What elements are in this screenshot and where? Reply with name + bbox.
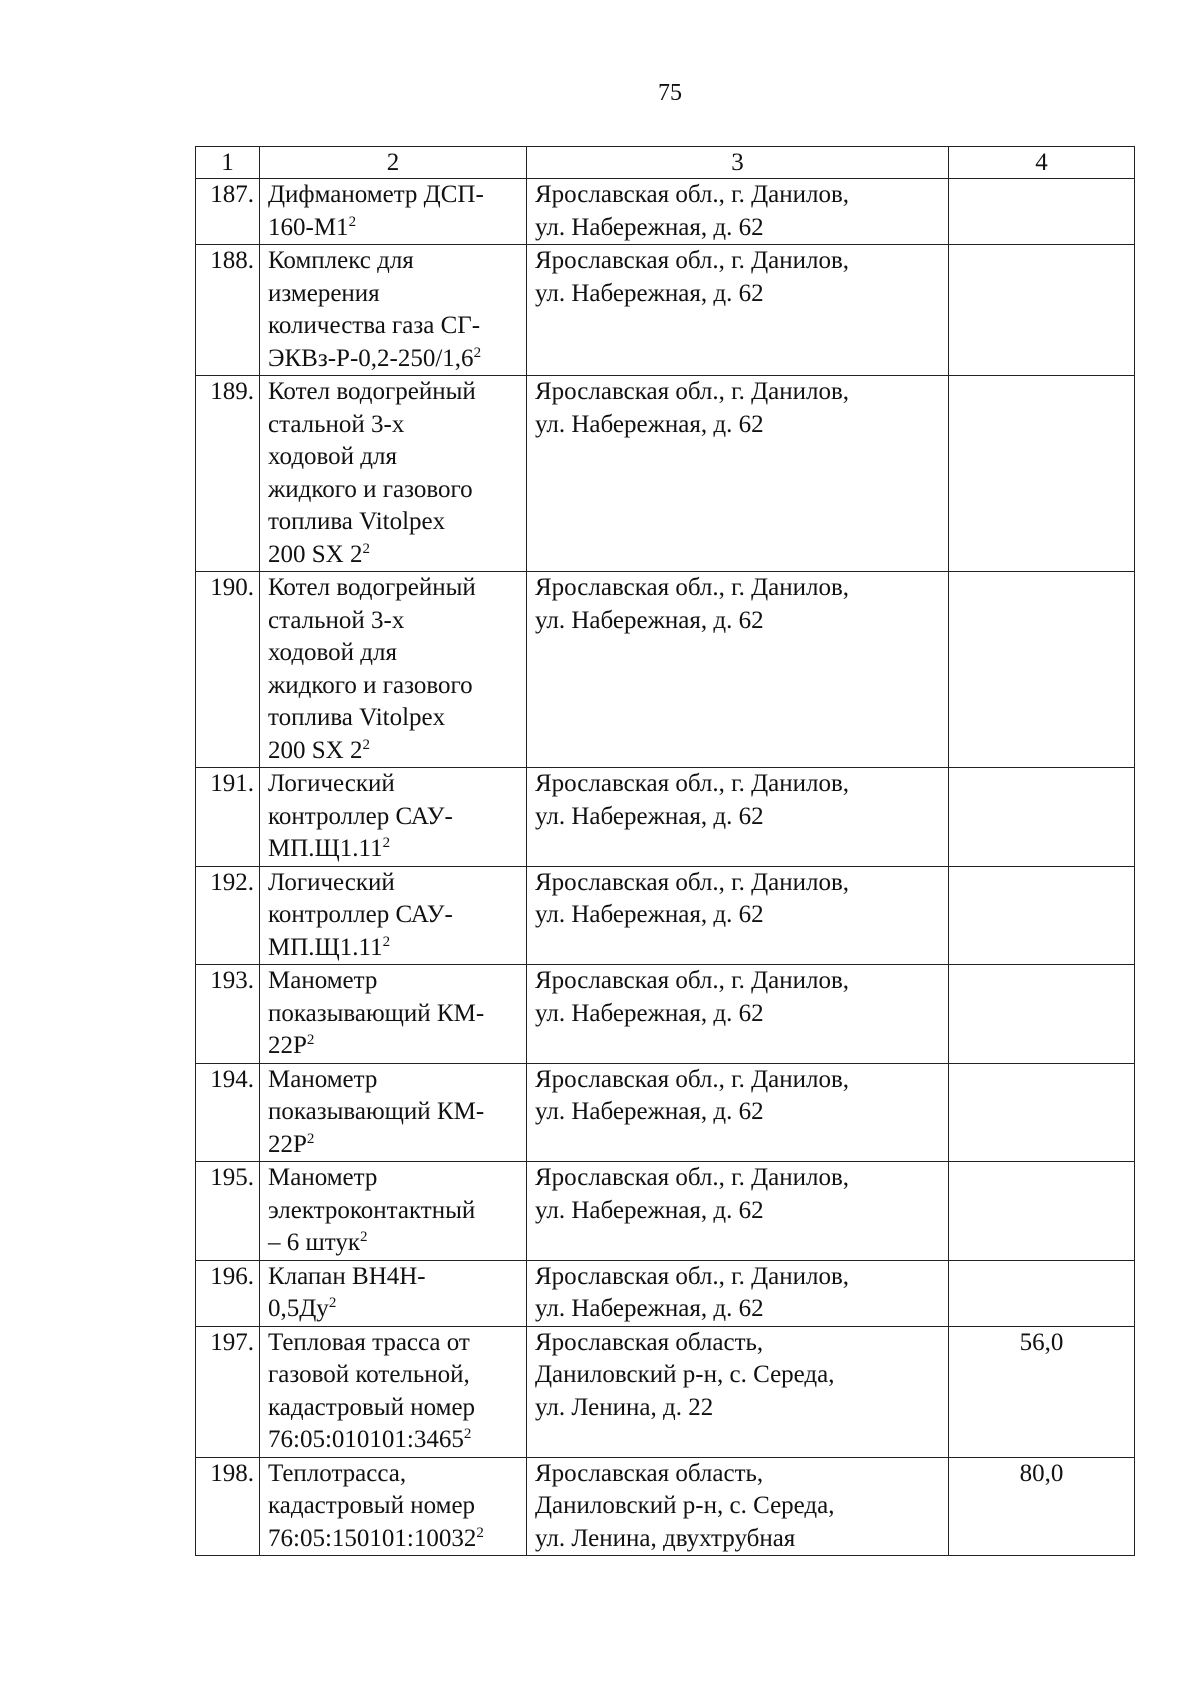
item-address	[527, 179, 949, 245]
item-name-text: контроллер САУ-	[268, 901, 453, 928]
item-name	[260, 1063, 527, 1162]
row-number: 187.	[196, 179, 260, 245]
item-name-line	[268, 1490, 518, 1523]
table-row	[196, 376, 1135, 572]
item-name-line	[268, 1227, 518, 1260]
item-name-text: Манометр	[268, 1065, 378, 1093]
item-name-text: 76:05:150101:10032	[268, 1524, 477, 1552]
item-name-text: показывающий КМ-	[268, 999, 485, 1027]
item-name-line	[268, 637, 518, 670]
item-name-text: 76:05:010101:3465	[268, 1426, 464, 1453]
table-row	[196, 768, 1135, 867]
row-number: 195.	[196, 1162, 260, 1261]
footnote-marker: 2	[306, 1130, 315, 1147]
row-number: 197.	[196, 1326, 260, 1457]
item-name-text: 160-М1	[268, 213, 349, 241]
item-name-line	[268, 1392, 518, 1425]
item-name-text: 22Р	[268, 1032, 307, 1059]
item-name-text: Тепловая трасса от	[268, 1328, 470, 1356]
item-name-text: – 6 штук	[268, 1229, 360, 1256]
item-value	[949, 245, 1135, 376]
item-name-line	[268, 605, 518, 638]
item-name-line	[268, 1327, 518, 1360]
item-name-text: Логический	[268, 868, 395, 896]
property-table	[195, 146, 1135, 1556]
item-address	[527, 965, 949, 1064]
item-address-line: ул. Набережная, д. 62	[535, 1098, 764, 1125]
page-number: 75	[658, 80, 682, 106]
item-name-text: стальной 3-х	[268, 410, 405, 438]
footnote-marker: 2	[463, 1426, 472, 1442]
item-address	[527, 1457, 949, 1556]
footnote-marker: 2	[382, 933, 391, 950]
item-value	[949, 965, 1135, 1064]
item-name-text: МП.Щ1.11	[268, 933, 383, 961]
item-address-line: ул. Набережная, д. 62	[535, 606, 764, 634]
item-value	[949, 179, 1135, 245]
item-name-line	[268, 670, 518, 703]
item-address-line: ул. Набережная, д. 62	[535, 802, 764, 830]
item-name-text: Логический	[268, 770, 395, 797]
item-name	[260, 965, 527, 1064]
footnote-marker: 2	[328, 1295, 337, 1311]
item-name-line	[268, 310, 518, 343]
item-address-line: Ярославская область,	[535, 1328, 764, 1356]
item-name-text: электроконтактный	[268, 1196, 476, 1224]
item-value: 56,0	[949, 1326, 1135, 1457]
item-name-line	[268, 1359, 518, 1392]
table-row	[196, 1326, 1135, 1457]
column-header: 3	[527, 147, 949, 179]
item-name-line	[268, 801, 518, 834]
table-row	[196, 1260, 1135, 1326]
item-name-line	[268, 572, 518, 605]
footnote-marker: 2	[476, 1524, 484, 1541]
table-row	[196, 179, 1135, 245]
item-address-line: Ярославская обл., г. Данилов,	[535, 1262, 850, 1290]
row-number: 188.	[196, 245, 260, 376]
row-number: 194.	[196, 1063, 260, 1162]
item-address	[527, 245, 949, 376]
item-name-text: Манометр	[268, 967, 378, 994]
item-name-line	[268, 1195, 518, 1228]
item-value: 80,0	[949, 1457, 1135, 1556]
table-row	[196, 245, 1135, 376]
item-value	[949, 572, 1135, 768]
item-name-line	[268, 932, 518, 965]
item-name-line	[268, 998, 518, 1031]
item-name-text: ЭКВз-Р-0,2-250/1,6	[268, 344, 474, 372]
table-body	[196, 179, 1135, 1556]
item-name	[260, 1457, 527, 1556]
item-name-line	[268, 409, 518, 442]
row-number: 192.	[196, 866, 260, 965]
item-name-line	[268, 474, 518, 507]
item-name-text: жидкого и газового	[268, 475, 473, 503]
item-name-text: Манометр	[268, 1164, 378, 1191]
item-address-line: Ярославская область,	[535, 1459, 764, 1487]
item-name-line	[268, 1424, 518, 1457]
item-address	[527, 376, 949, 572]
item-name-line	[268, 1030, 518, 1063]
item-name-text: 200 SX 2	[268, 736, 363, 764]
item-name-text: ходовой для	[268, 639, 398, 666]
item-address-line: ул. Набережная, д. 62	[535, 279, 764, 307]
item-name-text: МП.Щ1.11	[268, 835, 383, 862]
item-address-line: Ярославская обл., г. Данилов,	[535, 868, 850, 896]
item-name-text: кадастровый номер	[268, 1492, 476, 1519]
item-address	[527, 1326, 949, 1457]
item-name-text: ходовой для	[268, 443, 398, 470]
item-name-line	[268, 1293, 518, 1326]
item-address	[527, 1260, 949, 1326]
row-number: 190.	[196, 572, 260, 768]
item-value	[949, 1063, 1135, 1162]
item-name-line	[268, 867, 518, 900]
item-address-line: ул. Ленина, двухтрубная	[535, 1524, 796, 1552]
table-row	[196, 1063, 1135, 1162]
item-name-text: кадастровый номер	[268, 1393, 476, 1421]
item-name-text: Котел водогрейный	[268, 378, 476, 405]
item-address-line: ул. Набережная, д. 62	[535, 213, 764, 241]
item-name-text: жидкого и газового	[268, 671, 473, 699]
item-name-line	[268, 278, 518, 311]
item-name	[260, 1326, 527, 1457]
item-address-line: Ярославская обл., г. Данилов,	[535, 181, 850, 208]
item-name-text: газовой котельной,	[268, 1361, 470, 1388]
item-name-line	[268, 179, 518, 212]
item-name	[260, 376, 527, 572]
item-name-line	[268, 245, 518, 278]
item-address-line: ул. Набережная, д. 62	[535, 1295, 764, 1322]
item-address-line: Ярославская обл., г. Данилов,	[535, 967, 850, 994]
footnote-marker: 2	[348, 213, 357, 230]
item-name-text: Комплекс для	[268, 247, 414, 274]
item-address	[527, 572, 949, 768]
item-name-line	[268, 1523, 518, 1556]
item-name-line	[268, 702, 518, 735]
item-address-line: Ярославская обл., г. Данилов,	[535, 1065, 850, 1093]
item-name-text: показывающий КМ-	[268, 1098, 485, 1125]
item-address-line: Даниловский р-н, с. Середа,	[535, 1492, 835, 1519]
item-name	[260, 768, 527, 867]
item-name	[260, 245, 527, 376]
item-address	[527, 866, 949, 965]
row-number: 198.	[196, 1457, 260, 1556]
item-name-line	[268, 1162, 518, 1195]
item-name-line	[268, 768, 518, 801]
footnote-marker: 2	[306, 1032, 315, 1048]
item-name-line	[268, 506, 518, 539]
table-header-row	[196, 147, 1135, 179]
item-address-line: ул. Набережная, д. 62	[535, 1196, 764, 1224]
footnote-marker: 2	[382, 835, 391, 851]
item-address-line: ул. Набережная, д. 62	[535, 999, 764, 1027]
column-header: 4	[949, 147, 1135, 179]
item-address-line: Ярославская обл., г. Данилов,	[535, 1164, 850, 1191]
column-header: 2	[260, 147, 527, 179]
item-name-line	[268, 899, 518, 932]
table-row	[196, 572, 1135, 768]
footnote-marker: 2	[360, 1229, 368, 1245]
item-name-text: измерения	[268, 279, 380, 307]
row-number: 196.	[196, 1260, 260, 1326]
item-address-line: Даниловский р-н, с. Середа,	[535, 1361, 835, 1388]
footnote-marker: 2	[362, 540, 370, 557]
row-number: 191.	[196, 768, 260, 867]
item-name-text: Теплотрасса,	[268, 1459, 407, 1487]
item-value	[949, 376, 1135, 572]
item-name-text: контроллер САУ-	[268, 802, 453, 830]
item-address	[527, 1063, 949, 1162]
item-name-text: 22Р	[268, 1130, 307, 1158]
item-name-line	[268, 1261, 518, 1294]
item-address-line: Ярославская обл., г. Данилов,	[535, 247, 850, 274]
item-name-text: Дифманометр ДСП-	[268, 181, 484, 208]
item-name	[260, 1260, 527, 1326]
item-address-line: ул. Набережная, д. 62	[535, 901, 764, 928]
item-address	[527, 768, 949, 867]
item-address-line: Ярославская обл., г. Данилов,	[535, 378, 850, 405]
item-name-line	[268, 1458, 518, 1491]
item-name-text: Клапан ВН4Н-	[268, 1262, 426, 1290]
footnote-marker: 2	[362, 736, 370, 753]
item-name-line	[268, 965, 518, 998]
column-header: 1	[196, 147, 260, 179]
item-name-line	[268, 376, 518, 409]
item-name-text: 0,5Ду	[268, 1295, 329, 1322]
item-name-text: стальной 3-х	[268, 606, 405, 634]
item-address	[527, 1162, 949, 1261]
item-value	[949, 1260, 1135, 1326]
table-row	[196, 1457, 1135, 1556]
item-value	[949, 768, 1135, 867]
item-name-text: топлива Vitolpex	[268, 508, 446, 535]
item-address-line: ул. Ленина, д. 22	[535, 1393, 714, 1421]
item-name-line	[268, 343, 518, 376]
item-name	[260, 1162, 527, 1261]
table-row	[196, 965, 1135, 1064]
item-name-line	[268, 1096, 518, 1129]
table-row	[196, 1162, 1135, 1261]
item-name	[260, 572, 527, 768]
item-name-text: Котел водогрейный	[268, 574, 476, 601]
item-name-line	[268, 1129, 518, 1162]
item-name-text: топлива Vitolpex	[268, 704, 446, 731]
item-name-line	[268, 735, 518, 768]
footnote-marker: 2	[473, 344, 482, 361]
item-name-text: количества газа СГ-	[268, 312, 481, 339]
item-address-line: ул. Набережная, д. 62	[535, 410, 764, 438]
item-address-line: Ярославская обл., г. Данилов,	[535, 770, 850, 797]
item-address-line: Ярославская обл., г. Данилов,	[535, 574, 850, 601]
item-name	[260, 179, 527, 245]
item-value	[949, 866, 1135, 965]
item-name-line	[268, 539, 518, 572]
item-name	[260, 866, 527, 965]
item-name-line	[268, 833, 518, 866]
item-name-line	[268, 212, 518, 245]
row-number: 189.	[196, 376, 260, 572]
item-value	[949, 1162, 1135, 1261]
item-name-line	[268, 1064, 518, 1097]
item-name-text: 200 SX 2	[268, 540, 363, 568]
table-row	[196, 866, 1135, 965]
row-number: 193.	[196, 965, 260, 1064]
item-name-line	[268, 441, 518, 474]
